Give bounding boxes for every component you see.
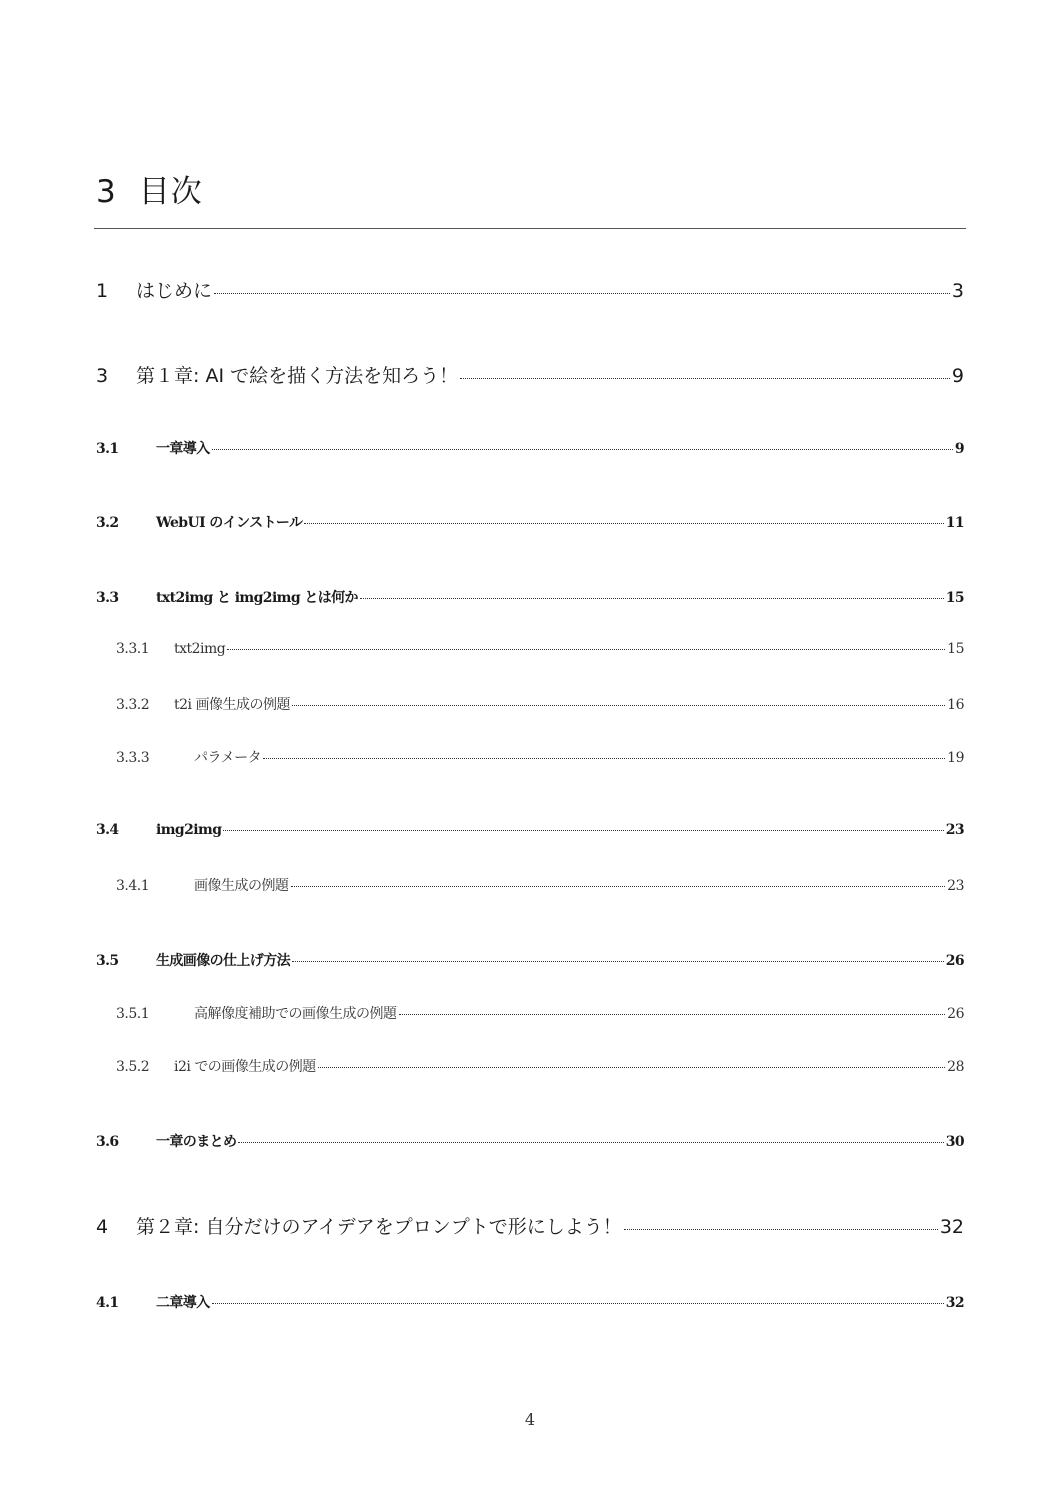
toc-entry-page: 16 <box>947 697 964 713</box>
toc-entry-title: 一章のまとめ <box>156 1134 237 1150</box>
toc-entry-number: 3.5.1 <box>116 1006 150 1022</box>
toc-entry-number: 3.3 <box>96 590 119 606</box>
toc-entry-number: 3.5.2 <box>116 1059 150 1075</box>
toc-entry-page: 11 <box>945 515 964 531</box>
toc-entry-page: 15 <box>945 590 964 606</box>
toc-entry-title: txt2img <box>174 641 226 657</box>
toc-entry-page: 26 <box>947 1006 964 1022</box>
toc-entry-page: 32 <box>945 1295 964 1311</box>
toc-entry-title: txt2img と img2img とは何か <box>156 590 358 606</box>
toc-entry[interactable] <box>96 587 964 607</box>
heading-title: 目次 <box>138 174 203 210</box>
toc-entry-number: 4 <box>96 1216 109 1238</box>
toc-entry-number: 3.3.3 <box>116 750 150 766</box>
toc-entry-number: 3.2 <box>96 515 119 531</box>
toc-entry-page: 28 <box>947 1059 964 1075</box>
page-number: 4 <box>524 1410 536 1429</box>
toc-entry-title: 画像生成の例題 <box>194 878 289 894</box>
toc-entry-title: はじめに <box>136 280 213 302</box>
toc-entry-number: 3.6 <box>96 1134 119 1150</box>
toc-entry-page: 23 <box>945 822 964 838</box>
toc-entry[interactable] <box>96 438 964 458</box>
toc-entry[interactable] <box>116 1056 964 1076</box>
toc-entry-page: 19 <box>947 750 964 766</box>
toc-entry-title: 一章導入 <box>156 441 210 457</box>
toc-entry[interactable] <box>96 276 964 303</box>
toc-entry-page: 3 <box>951 280 964 302</box>
toc-entry-title: 第２章: 自分だけのアイデアをプロンプトで形にしよう！ <box>136 1216 622 1238</box>
toc-leader <box>399 1014 946 1015</box>
toc-entry-page: 30 <box>945 1134 964 1150</box>
toc-leader <box>318 1067 945 1068</box>
toc-entry[interactable] <box>96 822 964 838</box>
toc-entry-title: img2img <box>156 822 222 838</box>
toc-entry-title: 高解像度補助での画像生成の例題 <box>194 1006 397 1022</box>
toc-entry-number: 1 <box>96 280 109 302</box>
toc-entry-page: 9 <box>951 365 964 387</box>
toc-leader <box>460 378 950 379</box>
toc-leader <box>214 293 950 294</box>
toc-leader <box>238 1142 943 1143</box>
toc-leader <box>212 1303 944 1304</box>
toc-entry-title: パラメータ <box>194 750 262 766</box>
toc-entry-number: 3.4 <box>96 822 119 838</box>
toc-leader <box>292 705 945 706</box>
toc-entry[interactable] <box>116 641 964 657</box>
toc-entry[interactable] <box>96 1131 964 1151</box>
toc-leader <box>624 1229 938 1230</box>
toc-entry-number: 4.1 <box>96 1295 119 1311</box>
toc-entry-page: 9 <box>954 441 964 457</box>
toc-entry-number: 3.3.1 <box>116 641 150 657</box>
toc-leader <box>212 449 953 450</box>
toc-leader <box>263 758 945 759</box>
toc-entry[interactable] <box>116 747 964 767</box>
toc-entry-title: i2i での画像生成の例題 <box>174 1059 316 1075</box>
toc-entry-page: 23 <box>947 878 964 894</box>
toc-entry-title: t2i 画像生成の例題 <box>174 697 290 713</box>
toc-entry-number: 3 <box>96 365 109 387</box>
toc-leader <box>292 961 944 962</box>
toc-entry[interactable] <box>96 1212 964 1239</box>
toc-leader <box>291 886 946 887</box>
toc-entry-page: 15 <box>947 641 964 657</box>
toc-entry[interactable] <box>116 1003 964 1023</box>
toc-entry-number: 3.1 <box>96 441 119 457</box>
toc-entry-title: 生成画像の仕上げ方法 <box>156 953 290 969</box>
toc-entry-title: 第１章: AI で絵を描く方法を知ろう！ <box>136 365 459 387</box>
toc-entry[interactable] <box>96 361 964 388</box>
toc-entry[interactable] <box>96 1292 964 1312</box>
toc-entry[interactable] <box>116 694 964 714</box>
toc-entry-page: 32 <box>939 1216 964 1238</box>
toc-entry-number: 3.5 <box>96 953 119 969</box>
toc-entry[interactable] <box>96 950 964 970</box>
toc-leader <box>360 598 944 599</box>
toc-entry[interactable] <box>96 512 964 532</box>
toc-entry-title: WebUI のインストール <box>156 515 303 531</box>
toc-leader <box>227 649 945 650</box>
toc-leader <box>304 523 943 524</box>
toc-entry-number: 3.3.2 <box>116 697 150 713</box>
toc-entry-page: 26 <box>945 953 964 969</box>
toc-entry[interactable] <box>116 875 964 895</box>
toc-entry-title: 二章導入 <box>156 1295 210 1311</box>
toc-entry-number: 3.4.1 <box>116 878 150 894</box>
heading-number: 3 <box>96 174 117 210</box>
toc-leader <box>223 830 943 831</box>
